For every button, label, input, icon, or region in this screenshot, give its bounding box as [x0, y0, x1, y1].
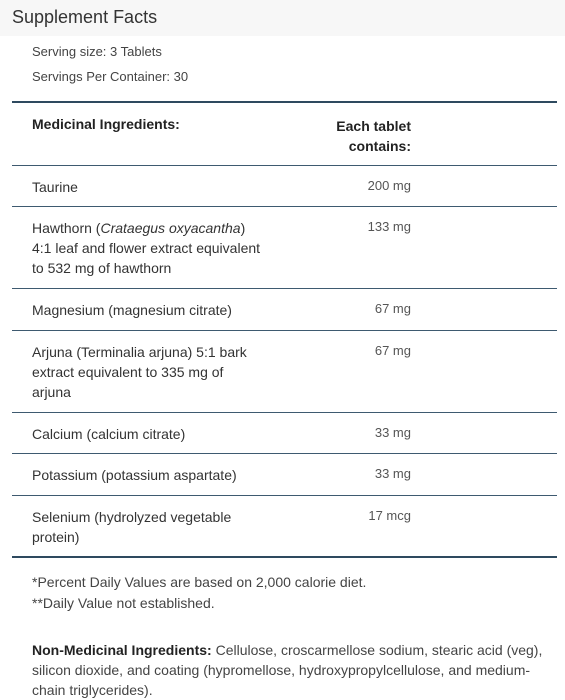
header-ingredients: Medicinal Ingredients: [32, 116, 180, 132]
ingredient-name-line1: Selenium (hydrolyzed vegetable [32, 509, 232, 525]
table-row [12, 166, 557, 206]
header-amount-line2: contains: [348, 138, 411, 154]
ingredient-name-line2: 4:1 leaf and flower extract equivalent [32, 240, 261, 256]
ingredient-amount: 133 mg [367, 219, 411, 234]
ingredient-name [32, 507, 282, 547]
table-row [12, 331, 557, 412]
page-title: Supplement Facts [12, 7, 158, 27]
name-prefix: Hawthorn ( [32, 220, 101, 236]
header-amount [291, 116, 411, 156]
name-suffix: ) [240, 220, 246, 236]
ingredient-amount: 33 mg [374, 466, 411, 481]
table-row [12, 289, 557, 330]
header-amount-line1: Each tablet [336, 118, 411, 134]
serving-size: Serving size: 3 Tablets [32, 44, 162, 59]
ingredient-name: Potassium (potassium aspartate) [32, 467, 237, 483]
ingredient-name-line1 [32, 218, 282, 238]
footnote-percent-dv: *Percent Daily Values are based on 2,000 calorie diet. [32, 574, 367, 590]
ingredient-name-line3: to 532 mg of hawthorn [32, 260, 172, 276]
table-row [12, 496, 557, 556]
ingredient-name: Magnesium (magnesium citrate) [32, 302, 232, 318]
ingredient-amount: 17 mcg [368, 508, 411, 523]
non-medicinal-ingredients [32, 640, 552, 700]
ingredient-name-line2: extract equivalent to 335 mg of [32, 364, 224, 380]
ingredient-name-line2: protein) [32, 529, 80, 545]
ingredient-name [32, 218, 282, 278]
ingredient-amount: 200 mg [367, 178, 411, 193]
table-bottom-rule [12, 556, 557, 558]
ingredient-name: Taurine [32, 179, 78, 195]
ingredient-name-line1: Arjuna (Terminalia arjuna) 5:1 bark [32, 344, 247, 360]
table-row [12, 413, 557, 453]
ingredient-amount: 67 mg [374, 301, 411, 316]
ingredient-amount: 33 mg [374, 425, 411, 440]
ingredient-name-line3: arjuna [32, 384, 71, 400]
ingredient-name: Calcium (calcium citrate) [32, 426, 186, 442]
footnote-dv-not-established: **Daily Value not established. [32, 595, 215, 611]
servings-per-container: Servings Per Container: 30 [32, 69, 189, 84]
table-header [12, 103, 557, 165]
table-row [12, 207, 557, 288]
ingredient-amount: 67 mg [374, 343, 411, 358]
latin-name: Crataegus oxyacantha [100, 220, 241, 236]
non-medicinal-label: Non-Medicinal Ingredients: [32, 642, 212, 658]
table-row [12, 454, 557, 495]
non-medicinal-text: Cellulose, croscarmellose sodium, stearic acid (veg), silicon dioxide, and coating (hypromellose, hydroxypropylcellulose, and medium-chain triglycerides). [32, 642, 543, 698]
ingredient-name [32, 342, 282, 402]
supplement-facts-table [12, 101, 557, 558]
